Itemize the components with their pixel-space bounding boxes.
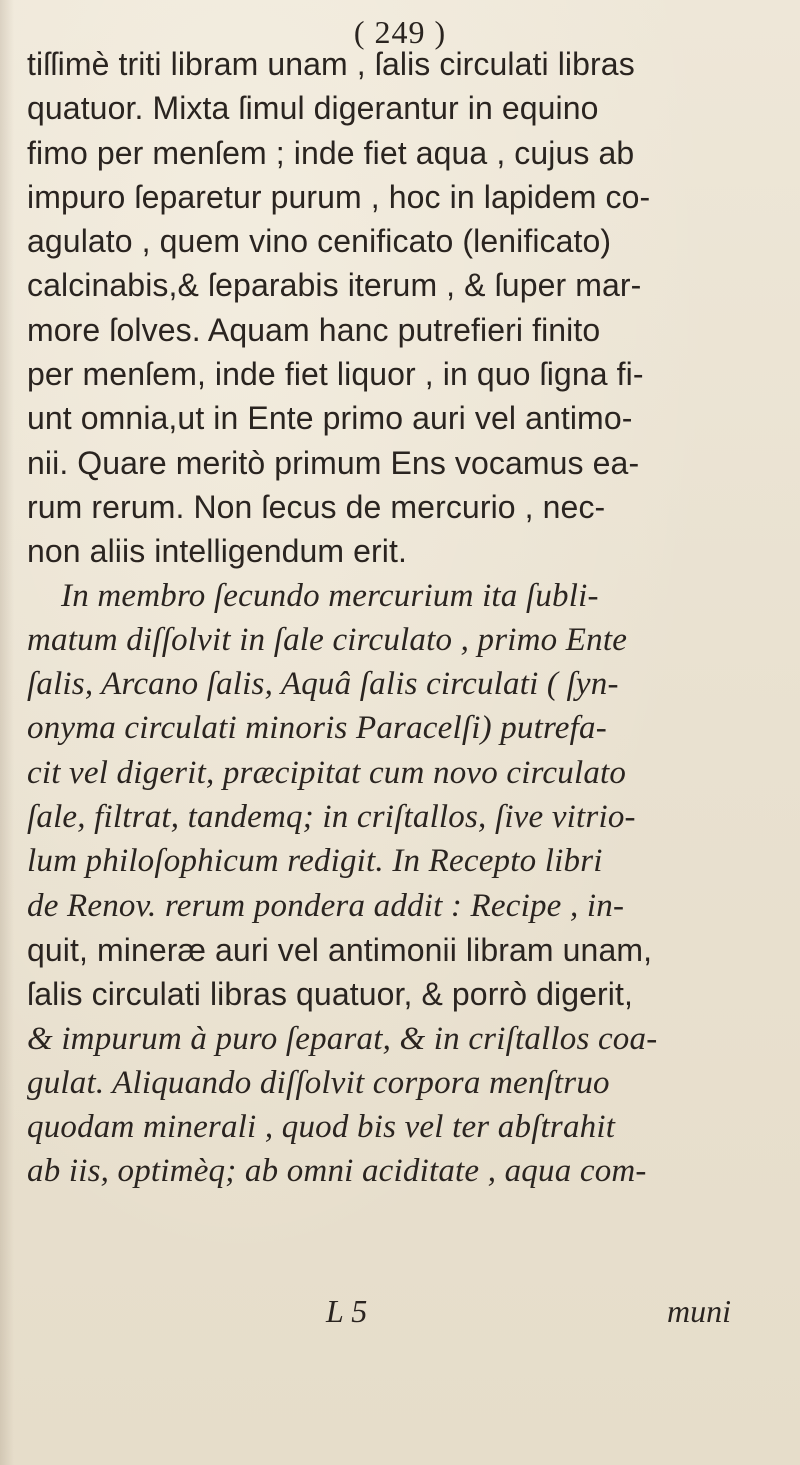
- text-line: ſalis, Arcano ſalis, Aquâ ſalis circulati ( ſyn-: [27, 666, 619, 703]
- text-line: onyma circulati minoris Paracelſi) putrefa-: [27, 710, 607, 747]
- text-line: & impurum à puro ſeparat, & in criſtallos coa-: [27, 1020, 658, 1057]
- signature-mark: L 5: [326, 1293, 368, 1329]
- page-footer: [0, 1293, 800, 1337]
- body-text: [27, 42, 737, 1194]
- text-line: more ſolves. Aquam hanc putrefieri finito: [27, 311, 601, 348]
- text-line: ab iis, optimèq; ab omni aciditate , aqua com-: [27, 1153, 647, 1190]
- gutter-shadow: [0, 0, 14, 1465]
- text-line: calcinabis,& ſeparabis iterum , & ſuper mar-: [27, 267, 642, 304]
- text-line: ſalis circulati libras quatuor, & porrò digerit,: [27, 976, 633, 1013]
- text-line: matum diſſolvit in ſale circulato , primo Ente: [27, 621, 628, 658]
- text-line: nii. Quare meritò primum Ens vocamus ea-: [27, 444, 640, 481]
- text-line: rum rerum. Non ſecus de mercurio , nec-: [27, 488, 606, 525]
- text-line: de Renov. rerum pondera addit : Recipe , in-: [27, 887, 625, 924]
- text-line: unt omnia,ut in Ente primo auri vel antimo-: [27, 400, 633, 437]
- text-line: fimo per menſem ; inde fiet aqua , cujus ab: [27, 134, 635, 171]
- text-line: agulato , quem vino cenificato (lenificato): [27, 223, 612, 260]
- text-line: quodam minerali , quod bis vel ter abſtrahit: [27, 1109, 616, 1146]
- text-line: tiſſimè triti libram unam , ſalis circulati libras: [27, 46, 635, 82]
- text-line: impuro ſeparetur purum , hoc in lapidem co-: [27, 178, 651, 215]
- text-line: non aliis intelligendum erit.: [27, 533, 407, 570]
- text-line-paragraph-start: In membro ſecundo mercurium ita ſubli-: [61, 577, 599, 614]
- text-line: ſale, filtrat, tandemq; in criſtallos, ſive vitrio-: [27, 799, 636, 836]
- page-number: ( 249 ): [353, 14, 447, 50]
- text-line: quatuor. Mixta ſimul digerantur in equino: [27, 90, 599, 127]
- text-line: cit vel digerit, præcipitat cum novo circulato: [27, 754, 627, 791]
- catchword: muni: [667, 1293, 731, 1329]
- text-line: gulat. Aliquando diſſolvit corpora menſtruo: [27, 1064, 610, 1101]
- text-line: per menſem, inde fiet liquor , in quo ſigna fi-: [27, 356, 644, 393]
- text-line: lum philoſophicum redigit. In Recepto libri: [27, 843, 603, 880]
- text-line: quit, mineræ auri vel antimonii libram unam,: [27, 931, 653, 968]
